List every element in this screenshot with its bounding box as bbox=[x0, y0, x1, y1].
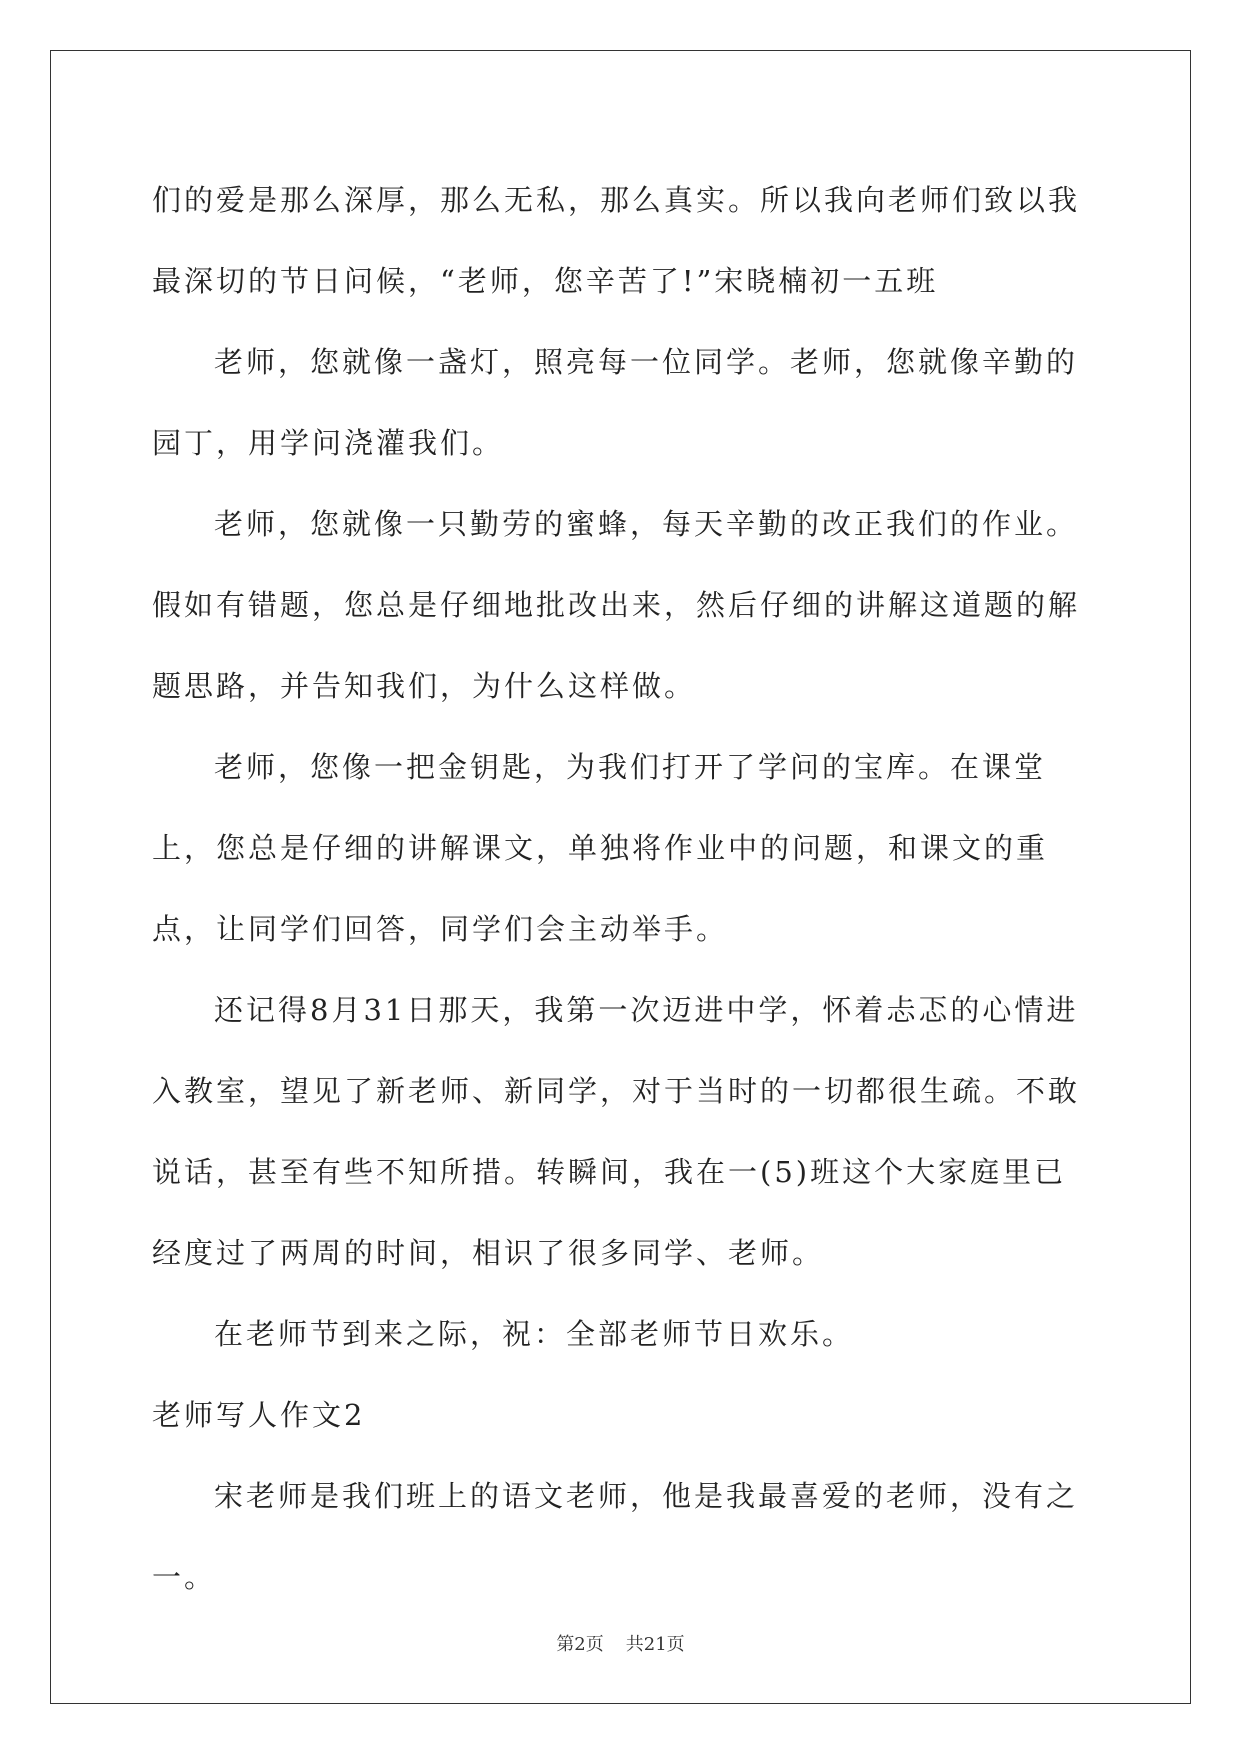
paragraph-5: 还记得8月31日那天，我第一次迈进中学，怀着忐忑的心情进入教室，望见了新老师、新同学，对于当时的一切都很生疏。不敢说话，甚至有些不知所措。转瞬间，我在一(5)班这个大家庭里已经度过了两周的时间，相识了很多同学、老师。 bbox=[152, 993, 1081, 1270]
paragraph-7: 宋老师是我们班上的语文老师，他是我最喜爱的老师，没有之一。 bbox=[152, 1479, 1079, 1594]
paragraph-4: 老师，您像一把金钥匙，为我们打开了学问的宝库。在课堂上，您总是仔细的讲解课文，单独将作业中的问题，和课文的重点，让同学们回答，同学们会主动举手。 bbox=[152, 750, 1049, 946]
paragraph-3: 老师，您就像一只勤劳的蜜蜂，每天辛勤的改正我们的作业。假如有错题，您总是仔细地批改出来，然后仔细的讲解这道题的解题思路，并告知我们，为什么这样做。 bbox=[152, 507, 1081, 703]
paragraph-6: 在老师节到来之际，祝：全部老师节日欢乐。 bbox=[214, 1317, 855, 1351]
document-body bbox=[152, 160, 1092, 1618]
page-footer bbox=[0, 1630, 1241, 1656]
paragraph-2: 老师，您就像一盏灯，照亮每一位同学。老师，您就像辛勤的园丁，用学问浇灌我们。 bbox=[152, 345, 1079, 460]
section-heading: 老师写人作文2 bbox=[152, 1398, 366, 1432]
paragraph-1: 们的爱是那么深厚，那么无私，那么真实。所以我向老师们致以我最深切的节日问候，“老师，您辛苦了!”宋晓楠初一五班 bbox=[152, 183, 1081, 298]
page-total: 共21页 bbox=[625, 1634, 685, 1655]
page-number: 第2页 bbox=[556, 1634, 604, 1655]
